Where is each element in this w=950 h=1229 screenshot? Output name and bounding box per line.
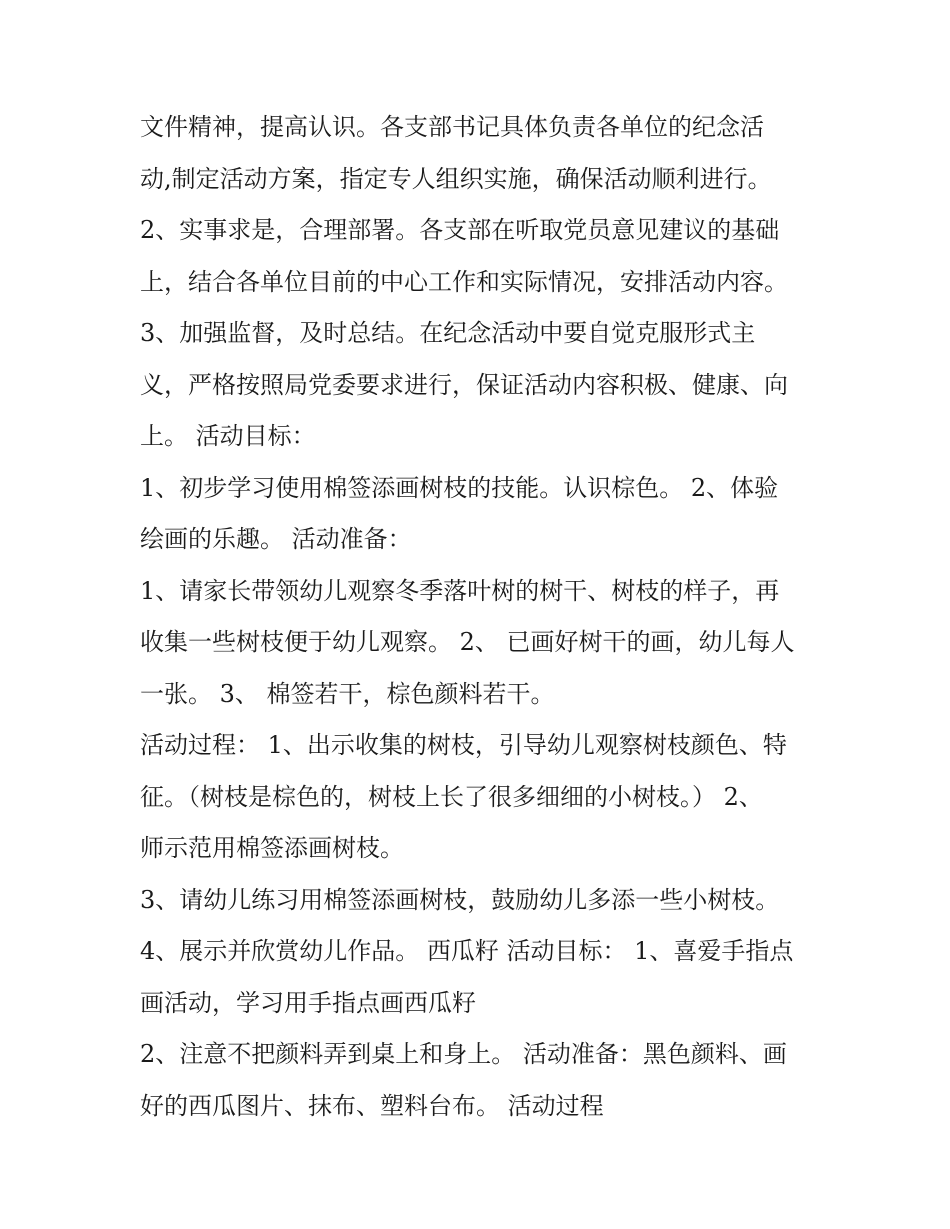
text-line: 绘画的乐趣。 活动准备： <box>140 525 412 553</box>
text-line: 上，结合各单位目前的中心工作和实际情况，安排活动内容。 <box>140 267 788 296</box>
text-line: 动,制定活动方案，指定专人组织实施，确保活动顺利进行。 <box>140 164 772 193</box>
text-line: 师示范用棉签添画树枝。 <box>140 834 404 862</box>
text-line: 1、初步学习使用棉签添画树枝的技能。认识棕色。 2、体验 <box>140 473 779 502</box>
text-line: 2、实事求是，合理部署。各支部在听取党员意见建议的基础 <box>140 216 780 244</box>
text-line: 1、请家长带领幼儿观察冬季落叶树的树干、树枝的样子，再 <box>140 576 780 605</box>
text-line: 一张。 3、 棉签若干，棕色颜料若干。 <box>140 679 555 708</box>
text-line: 上。 活动目标： <box>140 422 316 450</box>
text-line: 3、加强监督，及时总结。在纪念活动中要自觉克服形式主 <box>140 319 756 347</box>
text-line: 征。（树枝是棕色的，树枝上长了很多细细的小树枝。） 2、 <box>140 782 763 811</box>
text-line: 文件精神，提高认识。各支部书记具体负责各单位的纪念活 <box>140 113 764 141</box>
text-line: 义，严格按照局党委要求进行，保证活动内容积极、健康、向 <box>140 370 788 399</box>
text-line: 收集一些树枝便于幼儿观察。 2、 已画好树干的画，幼儿每人 <box>140 628 795 656</box>
text-line: 4、展示并欣赏幼儿作品。 西瓜籽 活动目标： 1、喜爱手指点 <box>140 937 794 965</box>
body-text <box>140 102 820 1132</box>
text-line: 画活动，学习用手指点画西瓜籽 <box>140 988 476 1017</box>
text-line: 活动过程： 1、出示收集的树枝，引导幼儿观察树枝颜色、特 <box>140 731 787 759</box>
text-line: 2、注意不把颜料弄到桌上和身上。 活动准备：黑色颜料、画 <box>140 1040 787 1068</box>
text-line: 3、请幼儿练习用棉签添画树枝，鼓励幼儿多添一些小树枝。 <box>140 885 780 914</box>
text-line: 好的西瓜图片、抹布、塑料台布。 活动过程 <box>140 1091 604 1120</box>
